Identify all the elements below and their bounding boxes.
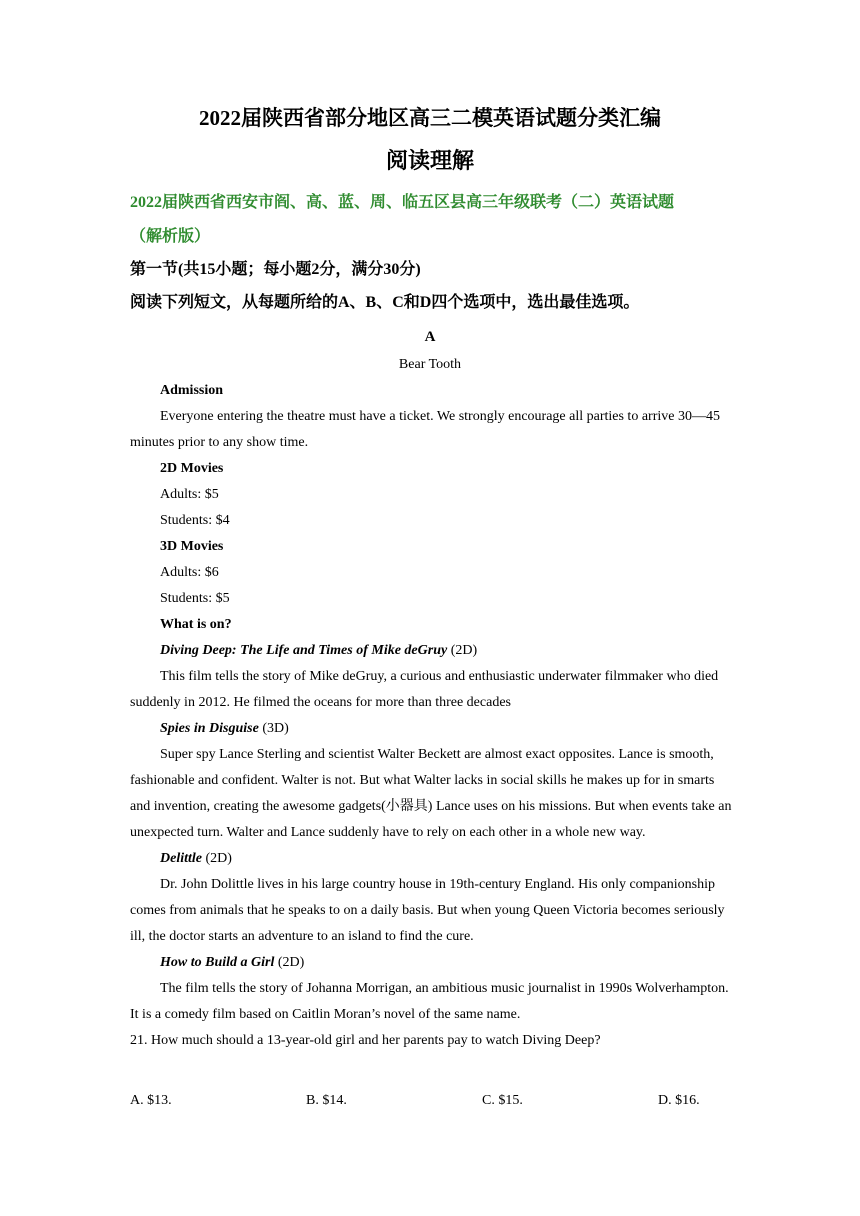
film-format: (2D): [447, 643, 478, 658]
film-title-line: [130, 950, 732, 976]
prices-2d-students: Students: $4: [160, 513, 230, 528]
passage-name: Bear Tooth: [398, 357, 462, 372]
document-subtitle: 阅读理解: [385, 148, 474, 173]
answer-options: [130, 1088, 732, 1114]
passage-letter: A: [424, 329, 436, 345]
admission-text: Everyone entering the theatre must have a ticket. We strongly encourage all parties to arrive 30—45 minutes prior to any show time.: [130, 409, 720, 450]
film-description: Dr. John Dolittle lives in his large country house in 19th-century England. His only companionship comes from animals that he speaks to on a daily basis. But when young Queen Victoria becomes seriously ill, the doctor starts an adventure to an island to find the cure.: [130, 877, 725, 944]
option-c: C. $15.: [482, 1093, 523, 1108]
film-title-line: [130, 846, 732, 872]
admission-heading: Admission: [160, 383, 224, 398]
film-description: Super spy Lance Sterling and scientist Walter Beckett are almost exact opposites. Lance is smooth, fashionable and confident. Walter is not. But what Walter lacks in social skills he makes up for in smarts and invention, creating the awesome gadgets(小器具) Lance uses on his missions. But when events take an unexpected turn. Walter and Lance suddenly have to rely on each other in a whole new way.: [130, 747, 732, 840]
document-title: 2022届陕西省部分地区高三二模英语试题分类汇编: [199, 106, 661, 130]
film-format: (2D): [274, 955, 305, 970]
source-line-2: （解析版）: [130, 228, 211, 245]
whats-on-heading: What is on?: [160, 617, 232, 632]
film-description: The film tells the story of Johanna Morrigan, an ambitious music journalist in 1990s Wolverhampton. It is a comedy film based on Caitlin Moran’s novel of the same name.: [130, 981, 729, 1022]
film-title-line: [130, 716, 732, 742]
film-title: Delittle: [160, 851, 202, 866]
option-b: B. $14.: [306, 1093, 347, 1108]
prices-3d-students: Students: $5: [160, 591, 230, 606]
prices-2d-adults: Adults: $5: [160, 487, 219, 502]
film-format: (3D): [258, 721, 289, 736]
passage-body: [130, 378, 732, 1054]
option-a: A. $13.: [130, 1093, 172, 1108]
prices-3d-adults: Adults: $6: [160, 565, 219, 580]
prices-2d-heading: 2D Movies: [160, 461, 224, 476]
film-title: Spies in Disguise: [160, 721, 259, 736]
section-heading: 第一节(共15小题；每小题2分，满分30分): [130, 261, 421, 278]
source-line-1: 2022届陕西省西安市阎、高、蓝、周、临五区县高三年级联考（二）英语试题: [130, 194, 675, 211]
prices-3d-heading: 3D Movies: [160, 539, 224, 554]
film-title-line: [130, 638, 732, 664]
film-title: Diving Deep: The Life and Times of Mike deGruy: [160, 643, 448, 658]
section-instruction: 阅读下列短文，从每题所给的A、B、C和D四个选项中，选出最佳选项。: [130, 294, 640, 311]
film-title: How to Build a Girl: [160, 955, 275, 970]
option-d: D. $16.: [658, 1093, 700, 1108]
question-text: 21. How much should a 13-year-old girl and her parents pay to watch Diving Deep?: [130, 1033, 601, 1048]
film-description: This film tells the story of Mike deGruy, a curious and enthusiastic underwater filmmaker who died suddenly in 2012. He filmed the oceans for more than three decades: [130, 669, 719, 710]
film-format: (2D): [202, 851, 232, 866]
